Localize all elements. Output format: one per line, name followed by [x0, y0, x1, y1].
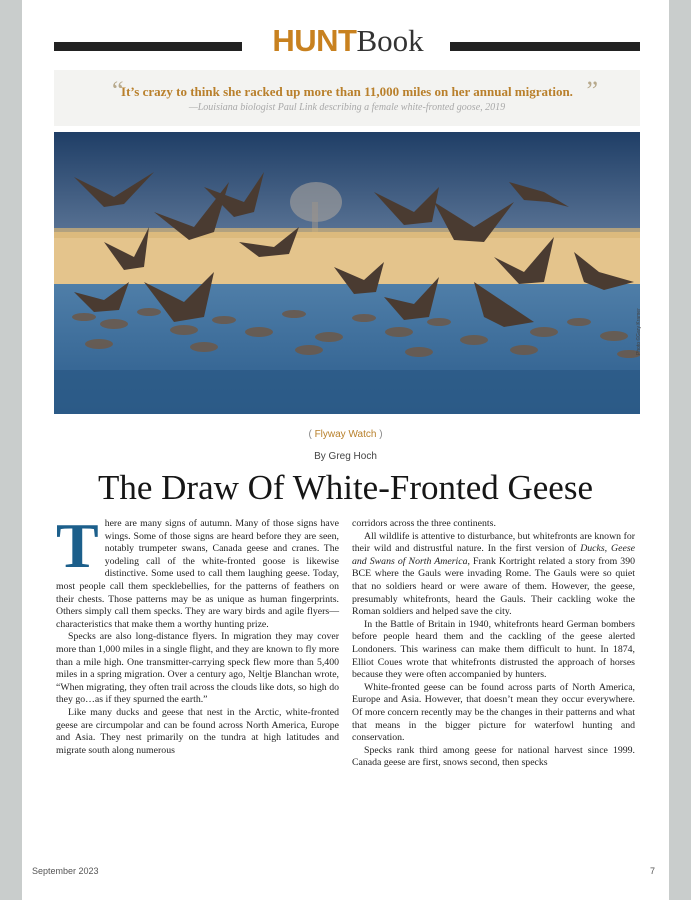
paragraph: White-fronted geese can be found across parts of North America, Europe and Asia. However, that doesn’t mean they occur everywhere. Of more concern recently may be the changes in their patterns and what that means in the bigger picture for waterfowl hunting and conservation. [352, 681, 635, 744]
geese-photo [54, 132, 640, 414]
section-kicker: ( Flyway Watch ) [308, 429, 383, 440]
close-quote-mark: ” [586, 76, 598, 105]
pull-quote [54, 70, 640, 126]
paragraph: Specks rank third among geese for national harvest since 1999. Canada geese are first, snows second, then specks [352, 744, 635, 769]
article-headline: The Draw Of White-Fronted Geese [97, 468, 593, 507]
article-column-right [352, 518, 635, 770]
article-column-left [56, 510, 339, 757]
quote-attribution: —Louisiana biologist Paul Link describing a female white-fronted goose, 2019 [188, 102, 506, 113]
paragraph: There are many signs of autumn. Many of those signs have wings. Some of those signs are heard before they are seen, notably trumpeter swans, Canada geese and cranes. The yodeling call of the white-fronted goose is likewise distinctive. Some used to call them laughing geese. Today, most people call them specklebellies, for the patterns of feathers on their chests. Those patterns may be as unique as human fingerprints. Others simply call them specks. They are wary birds and agile flyers—characteristics that make them a worthy hunting prize. [56, 510, 339, 630]
open-quote-mark: “ [112, 76, 124, 105]
magazine-page [22, 0, 669, 900]
masthead [54, 23, 640, 60]
photo-credit: Photo ©Gary Kramer [636, 308, 642, 355]
paragraph: corridors across the three continents. [352, 518, 496, 529]
book-title: Ducks, Geese and Swans of North America [352, 543, 635, 567]
masthead-rule-right [450, 42, 640, 51]
quote-text: It’s crazy to think she racked up more than 11,000 miles on her annual migration. [121, 84, 573, 99]
paragraph: In the Battle of Britain in 1940, whitefronts heard German bombers before people heard them and the cackling of the geese alerted Londoners. This wariness can make them difficult to hunt. In 1874, Elliot Coues wrote that whitefronts distrusted the approach of horses because they were often accompanied by hunters. [352, 618, 635, 681]
byline: By Greg Hoch [314, 451, 377, 462]
geese-flight-illustration [54, 132, 640, 414]
masthead-rule-left [54, 42, 242, 51]
masthead-logo: HUNTBook [272, 23, 424, 58]
drop-cap: T [56, 510, 99, 581]
paragraph: All wildlife is attentive to disturbance, but whitefronts are known for their wild and distrustful nature. In the first version of Ducks, Geese and Swans of North America, Frank Kortright related a story from 390 BCE where the Gauls were invading Rome. The Gauls were so quiet that no soldiers heard or were aware of them. However, the geese, presumably whitefronts, heard the Gauls. Their cackling woke the Roman soldiers and helped save the city. [352, 530, 635, 618]
paragraph: Like many ducks and geese that nest in the Arctic, white-fronted geese are circumpolar and can be found across North America, Europe and Asia. They nest primarily on the tundra at high latitudes and migrate south along numerous [56, 706, 339, 756]
issue-date: September 2023 [32, 866, 99, 876]
page-number: 7 [649, 866, 655, 876]
paragraph: Specks are also long-distance flyers. In migration they may cover more than 1,000 miles in a single flight, and they are known to fly more than a mile high. One transmitter-carrying speck flew more than 5,400 miles in a spring migration. Over a century ago, Neltje Blanchan wrote, “When migrating, they often trail across the clouds like dots, so high do they go…as if they spurned the earth.” [56, 631, 339, 706]
kicker-label: Flyway Watch [314, 429, 377, 440]
